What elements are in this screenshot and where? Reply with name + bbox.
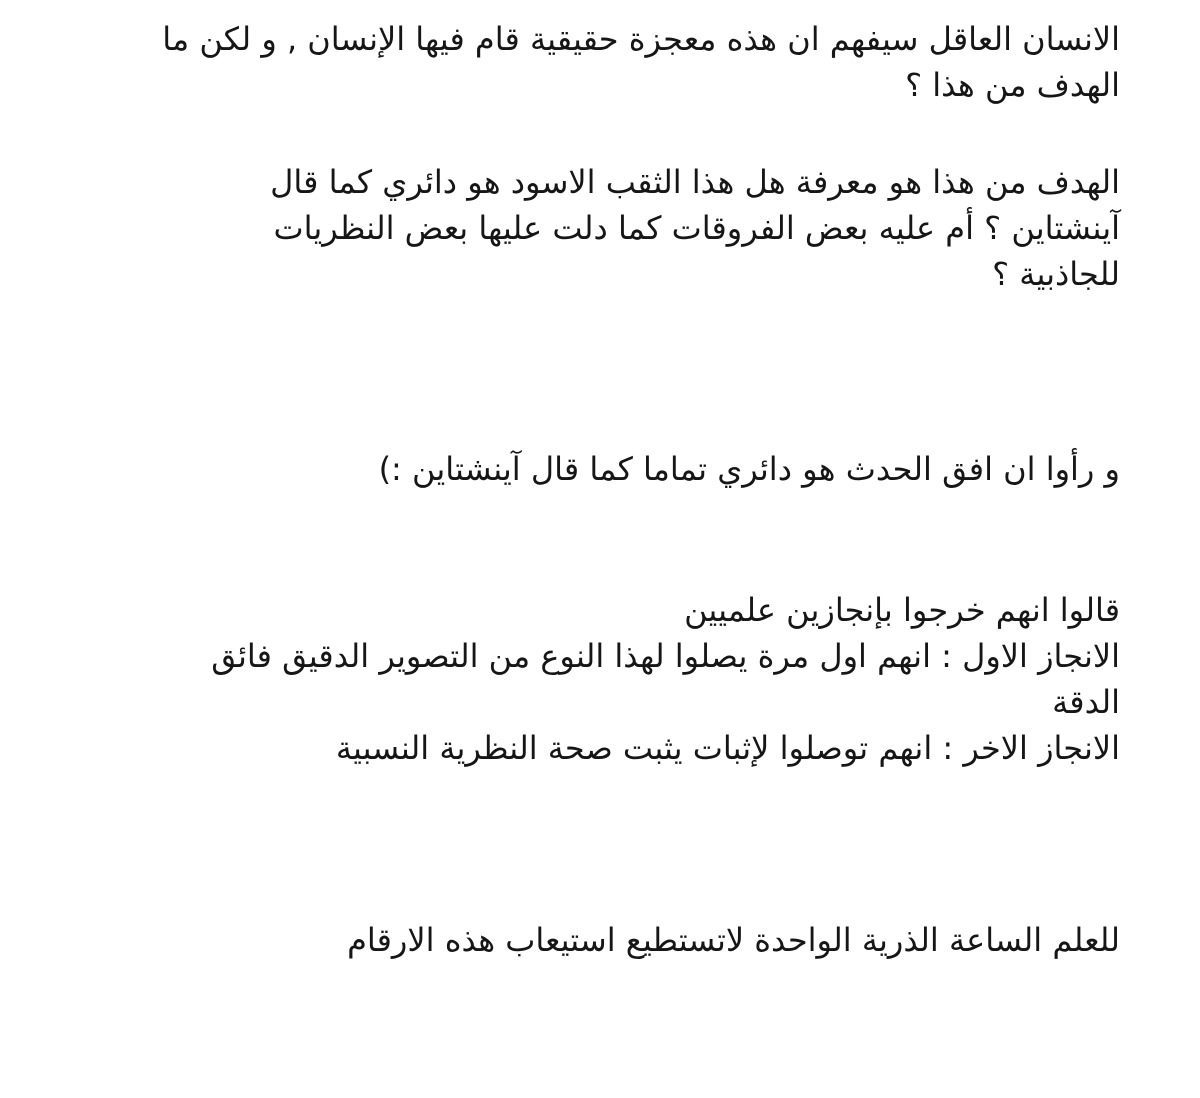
paragraph-purpose-answer xyxy=(110,159,1120,297)
paragraph-achievements xyxy=(110,587,1120,771)
text-line: للجاذبية ؟ xyxy=(992,255,1120,293)
text-line: و رأوا ان افق الحدث هو دائري تماما كما قال آينشتاين :) xyxy=(378,450,1120,488)
text-line: الدقة xyxy=(1052,683,1120,721)
text-line: الهدف من هذا ؟ xyxy=(905,66,1120,104)
text-line: الانجاز الاخر : انهم توصلوا لإثبات يثبت صحة النظرية النسبية xyxy=(335,729,1120,767)
paragraph-atomic-clock xyxy=(110,917,1120,963)
text-line: الهدف من هذا هو معرفة هل هذا الثقب الاسود هو دائري كما قال xyxy=(270,163,1120,201)
text-line: الانجاز الاول : انهم اول مرة يصلوا لهذا النوع من التصوير الدقيق فائق xyxy=(211,637,1120,675)
paragraph-event-horizon xyxy=(110,446,1120,492)
text-line: للعلم الساعة الذرية الواحدة لاتستطيع استيعاب هذه الارقام xyxy=(347,921,1120,959)
text-line: قالوا انهم خرجوا بإنجازين علميين xyxy=(684,591,1120,629)
text-line: الانسان العاقل سيفهم ان هذه معجزة حقيقية قام فيها الإنسان , و لكن ما xyxy=(162,20,1120,58)
paragraph-purpose-question xyxy=(110,16,1120,108)
text-line: آينشتاين ؟ أم عليه بعض الفروقات كما دلت عليها بعض النظريات xyxy=(273,209,1120,247)
